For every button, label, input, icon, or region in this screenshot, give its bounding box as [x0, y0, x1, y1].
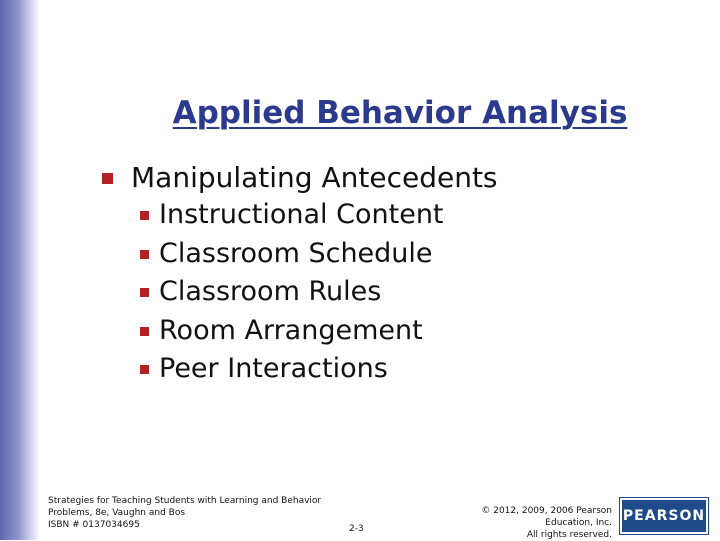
sub-bullet-item: [102, 312, 662, 351]
sub-bullet-text: Room Arrangement: [159, 314, 423, 346]
copyright-line: Education, Inc.: [545, 518, 612, 528]
sub-bullet-item: [102, 196, 662, 235]
square-bullet-icon: [102, 173, 113, 184]
sub-bullet-list: [102, 196, 662, 389]
book-citation: [48, 495, 321, 531]
slide-content: [102, 160, 662, 389]
square-bullet-icon: [140, 288, 149, 297]
book-citation-line: Strategies for Teaching Students with Learning and Behavior: [48, 496, 322, 506]
sub-bullet-item: [102, 235, 662, 274]
slide-title: Applied Behavior Analysis: [172, 95, 628, 131]
sub-bullet-text: Classroom Schedule: [159, 237, 433, 269]
main-bullet-text: Manipulating Antecedents: [131, 161, 498, 194]
pearson-logo: [620, 498, 708, 534]
square-bullet-icon: [140, 211, 149, 220]
sub-bullet-item: [102, 273, 662, 312]
pearson-logo-text: PEARSON: [622, 508, 706, 524]
book-citation-line: Problems, 8e, Vaughn and Bos: [48, 508, 186, 518]
sub-bullet-text: Peer Interactions: [159, 353, 388, 384]
sub-bullet-text: Instructional Content: [159, 199, 444, 230]
decorative-side-bar: [0, 0, 40, 540]
sub-bullet-text: Classroom Rules: [159, 276, 382, 307]
book-citation-line: ISBN # 0137034695: [48, 520, 140, 530]
copyright-line: © 2012, 2009, 2006 Pearson: [481, 506, 612, 516]
square-bullet-icon: [140, 327, 149, 336]
page-number: 2-3: [349, 524, 364, 534]
square-bullet-icon: [140, 365, 149, 374]
sub-bullet-item: [102, 350, 662, 389]
square-bullet-icon: [140, 250, 149, 259]
copyright-line: All rights reserved.: [526, 530, 612, 540]
main-bullet-item: [102, 160, 662, 196]
copyright-notice: [481, 505, 612, 541]
